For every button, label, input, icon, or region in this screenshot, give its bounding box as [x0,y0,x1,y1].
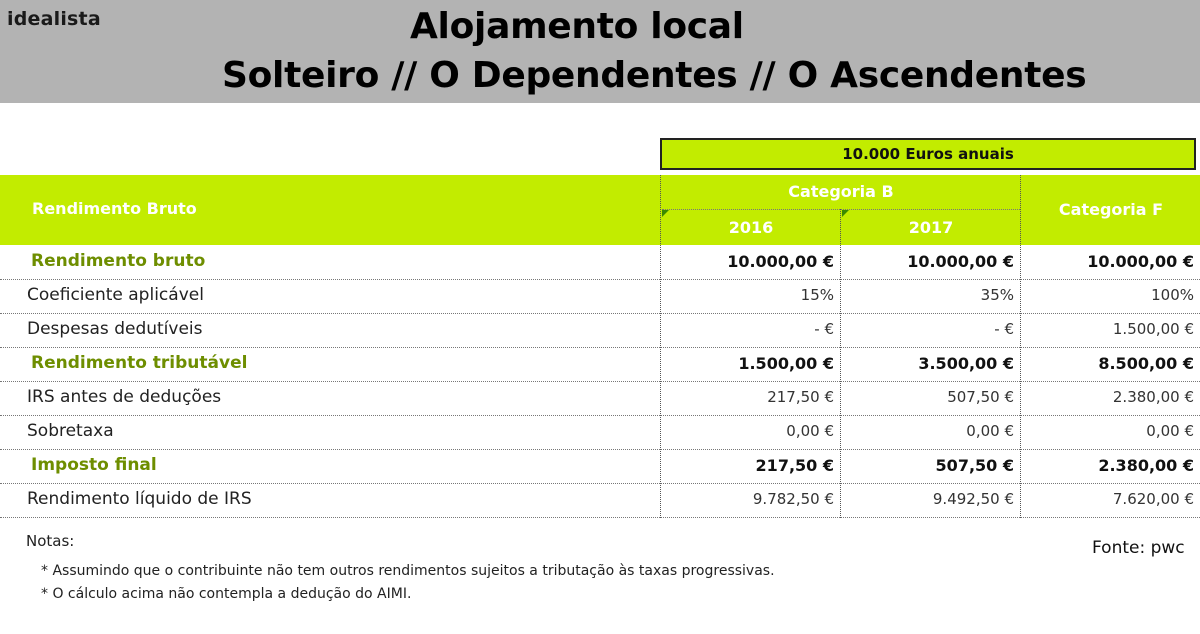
table-cell: 35% [980,286,1014,304]
table-cell: 9.492,50 € [932,490,1014,508]
row-divider [0,415,1200,416]
table-cell: 15% [800,286,834,304]
note-item: * O cálculo acima não contempla a dedução do AIMI. [41,586,412,602]
row-divider [0,347,1200,348]
category-b-header: Categoria B [788,182,894,201]
notes-title: Notas: [26,532,75,550]
category-f-header: Categoria F [1058,200,1164,219]
table-cell: 217,50 € [767,388,834,406]
row-label: IRS antes de deduções [27,387,222,407]
table-cell: 100% [1151,286,1194,304]
row-label: Despesas dedutíveis [27,319,203,339]
source-credit: Fonte: pwc [1092,538,1185,558]
note-item: * Assumindo que o contribuinte não tem outros rendimentos sujeitos a tributação às taxas progressivas. [41,563,775,579]
corner-marker [842,210,849,217]
header-banner [0,0,1200,103]
table-cell: 2.380,00 € [1098,456,1194,475]
row-divider [0,313,1200,314]
header-divider [662,209,1020,210]
table-cell: - € [814,320,834,338]
corner-marker [662,210,669,217]
table-cell: 0,00 € [1146,422,1194,440]
row-label: Rendimento tributável [31,353,248,373]
row-label: Rendimento líquido de IRS [27,489,252,509]
table-cell: 2.380,00 € [1112,388,1194,406]
row-label: Sobretaxa [27,421,114,441]
page-subtitle: Solteiro // O Dependentes // O Ascendentes [222,55,1087,96]
table-cell: - € [994,320,1014,338]
page-title: Alojamento local [410,6,744,47]
table-cell: 0,00 € [966,422,1014,440]
table-cell: 8.500,00 € [1098,354,1194,373]
row-divider [0,483,1200,484]
row-divider [0,517,1200,518]
year-header-2016: 2016 [728,218,774,237]
idealista-logo: idealista [7,8,101,30]
table-cell: 507,50 € [935,456,1014,475]
table-cell: 1.500,00 € [738,354,834,373]
year-header-2017: 2017 [908,218,954,237]
row-header-label: Rendimento Bruto [32,199,197,218]
row-divider [0,449,1200,450]
table-cell: 1.500,00 € [1112,320,1194,338]
row-divider [0,279,1200,280]
table-cell: 10.000,00 € [1087,252,1194,271]
row-divider [0,381,1200,382]
column-divider [840,209,841,518]
table-cell: 0,00 € [786,422,834,440]
table-cell: 507,50 € [947,388,1014,406]
table-cell: 217,50 € [755,456,834,475]
row-label: Rendimento bruto [31,251,206,271]
table-cell: 7.620,00 € [1112,490,1194,508]
row-label: Coeficiente aplicável [27,285,204,305]
table-cell: 9.782,50 € [752,490,834,508]
row-label: Imposto final [31,455,157,475]
table-cell: 10.000,00 € [727,252,834,271]
table-cell: 3.500,00 € [918,354,1014,373]
table-cell: 10.000,00 € [907,252,1014,271]
amount-header: 10.000 Euros anuais [660,138,1196,170]
